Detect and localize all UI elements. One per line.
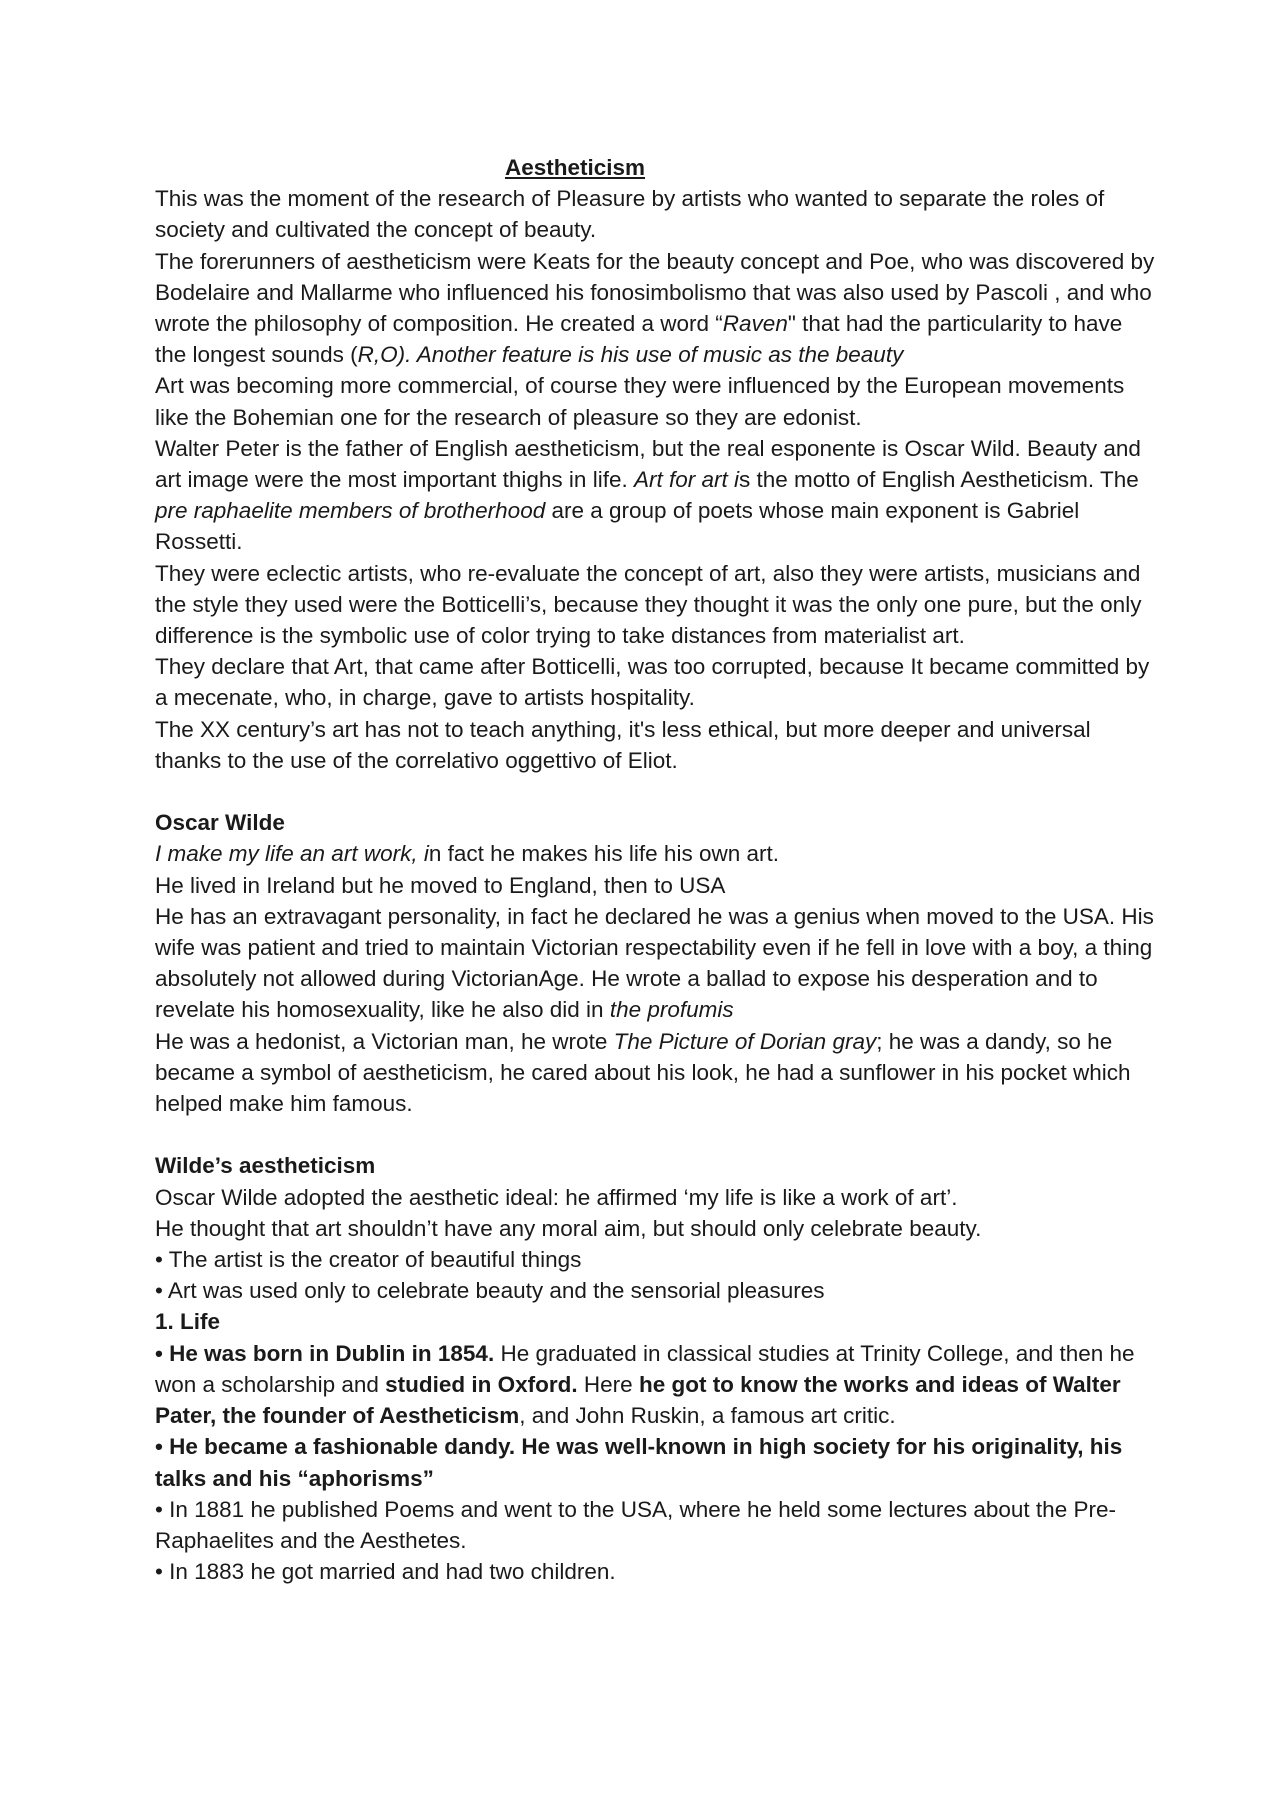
- bullet-1883: • In 1883 he got married and had two children.: [155, 1559, 616, 1585]
- paragraph-intro: This was the moment of the research of Pleasure by artists who wanted to separate the roles of society and cultivated the concept of beauty.: [155, 186, 1105, 243]
- subheading-life: 1. Life: [155, 1309, 221, 1335]
- paragraph-forerunners: The forerunners of aestheticism were Keats for the beauty concept and Poe, who was discovered by Bodelaire and Mallarme who influenced his fonosimbolismo that was also used by Pascoli , and who wrote the philosophy of composition. He created a word “Raven" that had the particularity to have the longest sounds (R,O). Another feature is his use of music as the beauty: [155, 248, 1155, 368]
- heading-wildes-aestheticism: Wilde’s aestheticism: [155, 1153, 376, 1179]
- spacer: [155, 1119, 1155, 1150]
- paragraph-art-work: I make my life an art work, in fact he makes his life his own art.: [155, 841, 779, 867]
- paragraph-commercial: Art was becoming more commercial, of course they were influenced by the European movements like the Bohemian one for the research of pleasure so they are edonist.: [155, 373, 1125, 430]
- paragraph-aesthetic-ideal: Oscar Wilde adopted the aesthetic ideal: he affirmed ‘my life is like a work of art’.: [155, 1184, 958, 1210]
- bullet-dandy: • He became a fashionable dandy. He was well-known in high society for his originality, his talks and his “aphorisms”: [155, 1434, 1123, 1491]
- bullet-celebrate-beauty: • Art was used only to celebrate beauty and the sensorial pleasures: [155, 1278, 825, 1304]
- paragraph-botticelli: They declare that Art, that came after Botticelli, was too corrupted, because It became committed by a mecenate, who, in charge, gave to artists hospitality.: [155, 654, 1150, 711]
- bullet-born-dublin: • He was born in Dublin in 1854. He graduated in classical studies at Trinity College, and then he won a scholarship and studied in Oxford. Here he got to know the works and ideas of Walter Pater, the founder of Aestheticism, and John Ruskin, a famous art critic.: [155, 1340, 1135, 1429]
- paragraph-walter-peter: Walter Peter is the father of English aestheticism, but the real esponente is Oscar Wild. Beauty and art image were the most important thighs in life. Art for art is the motto of English Aestheticism. The pre raphaelite members of brotherhood are a group of poets whose main exponent is Gabriel Rossetti.: [155, 435, 1141, 555]
- paragraph-moral-aim: He thought that art shouldn’t have any moral aim, but should only celebrate beauty.: [155, 1215, 982, 1241]
- paragraph-personality: He has an extravagant personality, in fact he declared he was a genius when moved to the USA. His wife was patient and tried to maintain Victorian respectability even if he fell in love with a boy, a thing absolutely not allowed during VictorianAge. He wrote a ballad to expose his desperation and to revelate his homosexuality, like he also did in the profumis: [155, 903, 1154, 1023]
- document-title: Aestheticism: [504, 155, 646, 180]
- document-page: [155, 152, 1155, 1587]
- bullet-creator: • The artist is the creator of beautiful things: [155, 1247, 582, 1273]
- paragraph-xx-century: The XX century’s art has not to teach anything, it's less ethical, but more deeper and universal thanks to the use of the correlativo oggettivo of Eliot.: [155, 716, 1091, 773]
- paragraph-ireland: He lived in Ireland but he moved to England, then to USA: [155, 872, 726, 898]
- paragraph-hedonist: He was a hedonist, a Victorian man, he wrote The Picture of Dorian gray; he was a dandy, so he became a symbol of aestheticism, he cared about his look, he had a sunflower in his pocket which helped make him famous.: [155, 1028, 1131, 1117]
- paragraph-eclectic: They were eclectic artists, who re-evaluate the concept of art, also they were artists, musicians and the style they used were the Botticelli’s, because they thought it was the only one pure, but the only difference is the symbolic use of color trying to take distances from materialist art.: [155, 560, 1142, 649]
- heading-oscar-wilde: Oscar Wilde: [155, 810, 285, 836]
- spacer: [155, 776, 1155, 807]
- bullet-1881: • In 1881 he published Poems and went to the USA, where he held some lectures about the Pre-Raphaelites and the Aesthetes.: [155, 1496, 1116, 1553]
